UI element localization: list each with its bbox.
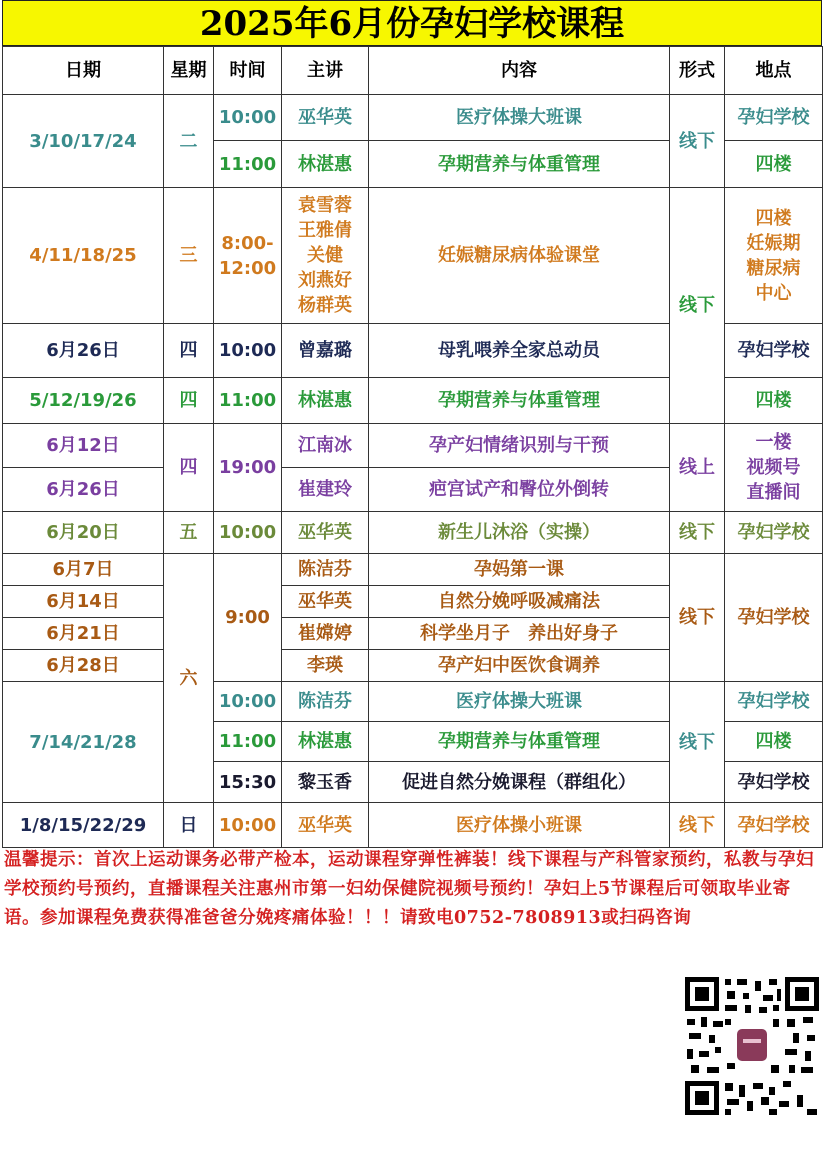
content-cell: 孕期营养与体重管理 xyxy=(369,141,670,188)
time-cell: 10:00 xyxy=(214,95,282,141)
date-cell: 6月7日 xyxy=(3,554,164,586)
place-cell xyxy=(725,188,823,324)
time-cell: 11:00 xyxy=(214,378,282,424)
date-cell: 6月28日 xyxy=(3,650,164,682)
place-cell: 孕妇学校 xyxy=(725,512,823,554)
date-cell: 4/11/18/25 xyxy=(3,188,164,324)
content-cell: 孕妈第一课 xyxy=(369,554,670,586)
date-cell: 6月26日 xyxy=(3,324,164,378)
table-row xyxy=(3,554,823,586)
time-cell: 9:00 xyxy=(214,554,282,682)
date-cell: 3/10/17/24 xyxy=(3,95,164,188)
weekday-cell: 三 xyxy=(164,188,214,324)
speaker-name: 关健 xyxy=(307,245,343,266)
place-cell: 孕妇学校 xyxy=(725,682,823,722)
table-row xyxy=(3,424,823,468)
speaker-cell: 巫华英 xyxy=(282,95,369,141)
speaker-cell: 陈洁芬 xyxy=(282,554,369,586)
speaker-name: 杨群英 xyxy=(298,295,352,316)
weekday-cell: 四 xyxy=(164,378,214,424)
time-cell: 15:30 xyxy=(214,762,282,803)
place-line: 四楼 xyxy=(755,207,792,229)
speaker-cell: 林湛惠 xyxy=(282,141,369,188)
mode-cell: 线下 xyxy=(670,188,725,424)
content-cell: 孕期营养与体重管理 xyxy=(369,722,670,762)
date-cell: 6月20日 xyxy=(3,512,164,554)
date-cell: 1/8/15/22/29 xyxy=(3,803,164,848)
content-cell: 自然分娩呼吸减痛法 xyxy=(369,586,670,618)
place-cell: 孕妇学校 xyxy=(725,803,823,848)
weekday-cell: 二 xyxy=(164,95,214,188)
speaker-cell: 林湛惠 xyxy=(282,378,369,424)
header-place: 地点 xyxy=(725,47,823,95)
content-cell: 促进自然分娩课程（群组化） xyxy=(369,762,670,803)
content-cell: 医疗体操大班课 xyxy=(369,95,670,141)
time-cell: 10:00 xyxy=(214,324,282,378)
time-cell: 10:00 xyxy=(214,512,282,554)
speaker-name: 王雅倩 xyxy=(298,220,352,241)
date-cell: 6月12日 xyxy=(3,424,164,468)
table-row xyxy=(3,95,823,141)
time-cell: 11:00 xyxy=(214,722,282,762)
header-weekday: 星期 xyxy=(164,47,214,95)
place-cell: 四楼 xyxy=(725,378,823,424)
weekday-cell: 四 xyxy=(164,424,214,512)
place-cell: 四楼 xyxy=(725,722,823,762)
mode-cell: 线下 xyxy=(670,803,725,848)
speaker-cell: 李瑛 xyxy=(282,650,369,682)
table-row xyxy=(3,803,823,848)
header-speaker: 主讲 xyxy=(282,47,369,95)
place-cell xyxy=(725,424,823,512)
time-cell xyxy=(214,188,282,324)
place-cell: 孕妇学校 xyxy=(725,762,823,803)
content-cell: 孕产妇情绪识别与干预 xyxy=(369,424,670,468)
date-cell: 5/12/19/26 xyxy=(3,378,164,424)
content-cell: 妊娠糖尿病体验课堂 xyxy=(369,188,670,324)
content-cell: 科学坐月子 养出好身子 xyxy=(369,618,670,650)
page-title: 2025年6月份孕妇学校课程 xyxy=(2,0,822,46)
speaker-name: 刘燕好 xyxy=(298,270,352,291)
table-row xyxy=(3,512,823,554)
time-cell: 10:00 xyxy=(214,682,282,722)
header-time: 时间 xyxy=(214,47,282,95)
place-line: 中心 xyxy=(755,282,792,304)
weekday-cell: 六 xyxy=(164,554,214,803)
content-cell: 新生儿沐浴（实操） xyxy=(369,512,670,554)
speaker-cell: 江南冰 xyxy=(282,424,369,468)
time-cell: 19:00 xyxy=(214,424,282,512)
qr-code-graphic xyxy=(683,975,821,1117)
header-content: 内容 xyxy=(369,47,670,95)
weekday-cell: 四 xyxy=(164,324,214,378)
place-cell: 四楼 xyxy=(725,141,823,188)
table-row xyxy=(3,682,823,722)
speaker-name: 袁雪蓉 xyxy=(298,195,352,216)
qr-code-icon[interactable] xyxy=(683,975,821,1117)
notice-text: 温馨提示：首次上运动课务必带产检本，运动课程穿弹性裤装！线下课程与产科管家预约，私教与孕妇学校预约号预约，直播课程关注惠州市第一妇幼保健院视频号预约！孕妇上5节课程后可领取毕业寄语。参加课程免费获得准爸爸分娩疼痛体验！！！请致电0752-7808913或扫码咨询 xyxy=(4,850,814,928)
date-cell: 6月21日 xyxy=(3,618,164,650)
weekday-cell: 日 xyxy=(164,803,214,848)
time-cell: 11:00 xyxy=(214,141,282,188)
place-line: 视频号 xyxy=(746,457,801,478)
mode-cell: 线下 xyxy=(670,682,725,803)
content-cell: 母乳喂养全家总动员 xyxy=(369,324,670,378)
speaker-cell: 巫华英 xyxy=(282,512,369,554)
speaker-cell xyxy=(282,188,369,324)
mode-cell: 线下 xyxy=(670,512,725,554)
place-line: 妊娠期 xyxy=(746,232,801,254)
speaker-cell: 陈洁芬 xyxy=(282,682,369,722)
place-cell: 孕妇学校 xyxy=(725,95,823,141)
time-text: 8:00-12:00 xyxy=(218,232,277,279)
speaker-cell: 林湛惠 xyxy=(282,722,369,762)
speaker-cell: 黎玉香 xyxy=(282,762,369,803)
speaker-cell: 巫华英 xyxy=(282,586,369,618)
date-cell: 7/14/21/28 xyxy=(3,682,164,803)
mode-cell: 线上 xyxy=(670,424,725,512)
weekday-cell: 五 xyxy=(164,512,214,554)
time-cell: 10:00 xyxy=(214,803,282,848)
place-line: 一楼 xyxy=(755,432,792,453)
content-cell: 医疗体操大班课 xyxy=(369,682,670,722)
place-cell: 孕妇学校 xyxy=(725,324,823,378)
place-line: 糖尿病 xyxy=(746,257,801,279)
mode-cell: 线下 xyxy=(670,554,725,682)
mode-cell: 线下 xyxy=(670,95,725,188)
content-cell: 疤宫试产和臀位外倒转 xyxy=(369,468,670,512)
schedule-table xyxy=(2,46,823,848)
header-row xyxy=(3,47,823,95)
speaker-cell: 崔嫦婷 xyxy=(282,618,369,650)
date-cell: 6月14日 xyxy=(3,586,164,618)
speaker-cell: 崔建玲 xyxy=(282,468,369,512)
place-line: 直播间 xyxy=(746,482,801,503)
place-cell: 孕妇学校 xyxy=(725,554,823,682)
speaker-cell: 曾嘉璐 xyxy=(282,324,369,378)
header-date: 日期 xyxy=(3,47,164,95)
date-cell: 6月26日 xyxy=(3,468,164,512)
content-cell: 孕期营养与体重管理 xyxy=(369,378,670,424)
speaker-cell: 巫华英 xyxy=(282,803,369,848)
content-cell: 孕产妇中医饮食调养 xyxy=(369,650,670,682)
content-cell: 医疗体操小班课 xyxy=(369,803,670,848)
header-mode: 形式 xyxy=(670,47,725,95)
table-row xyxy=(3,188,823,324)
